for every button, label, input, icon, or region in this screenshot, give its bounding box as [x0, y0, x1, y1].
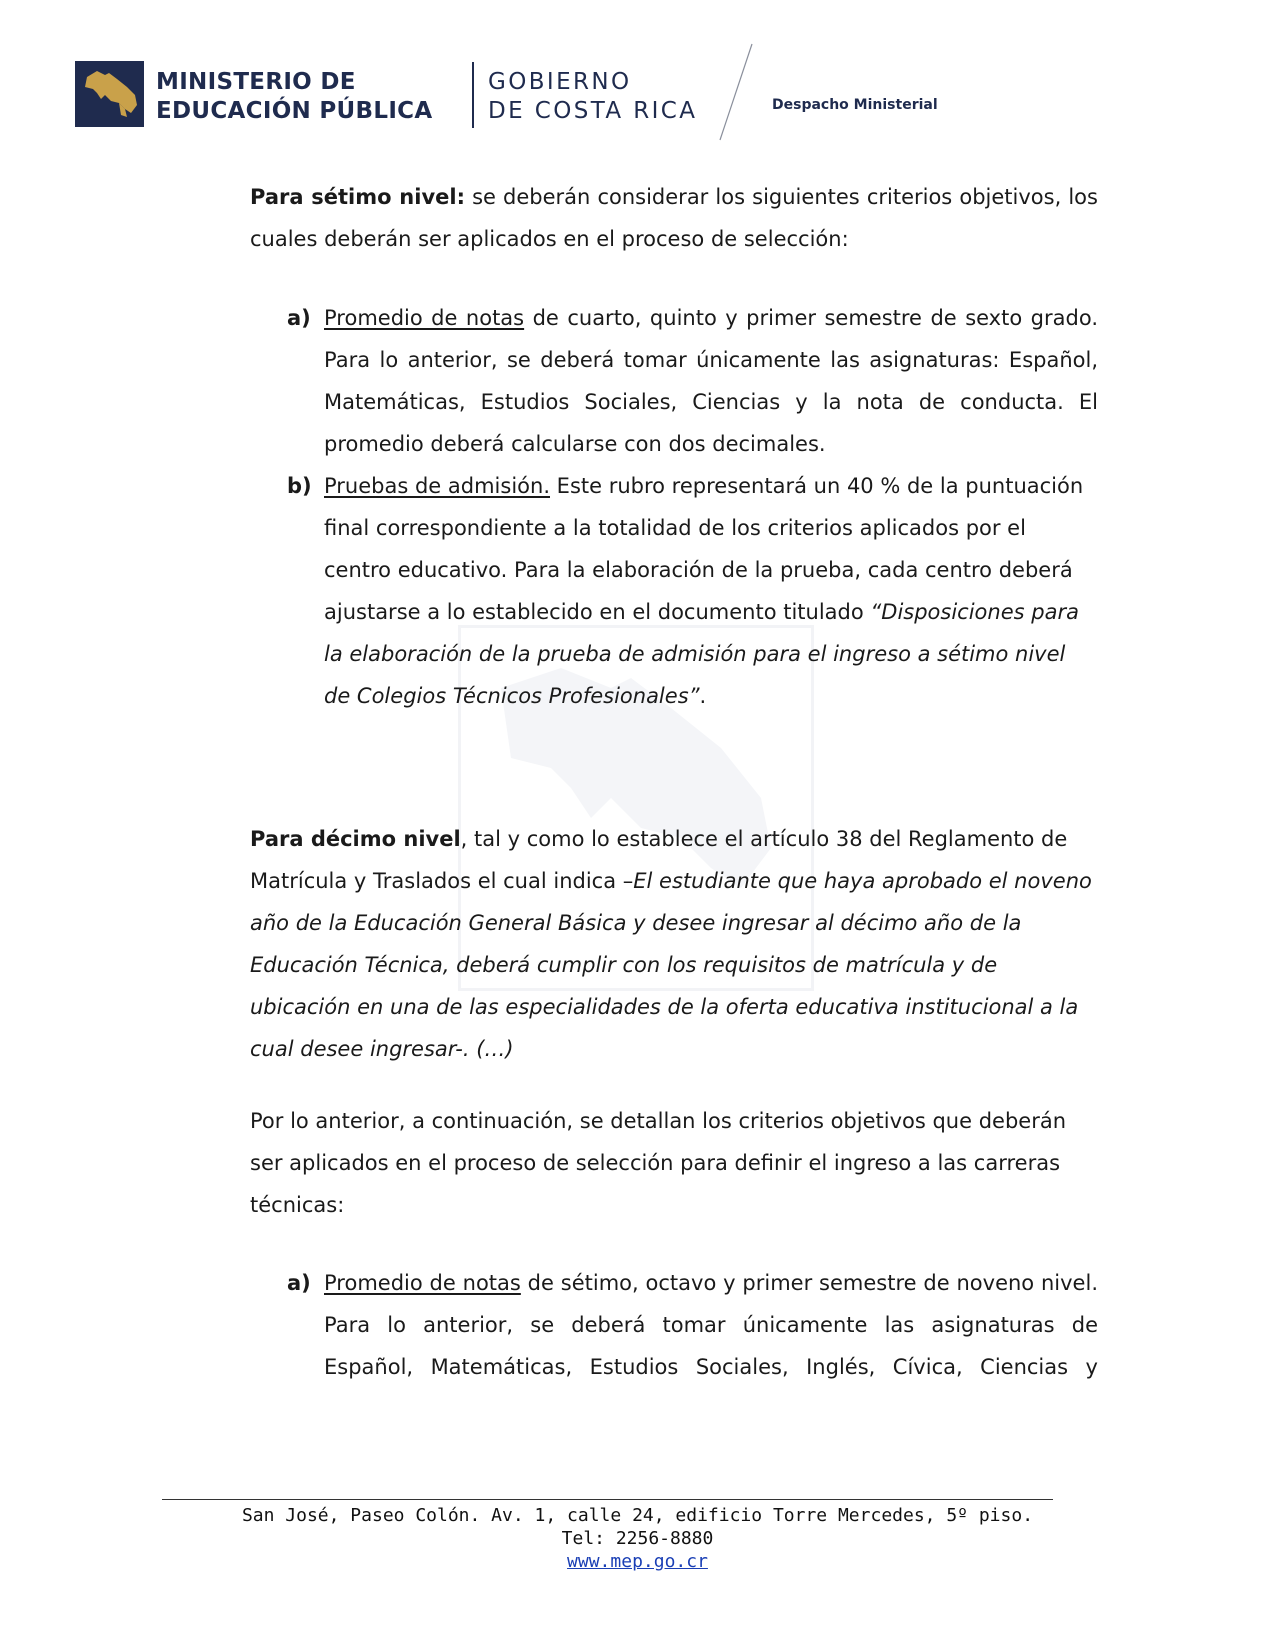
ministry-line2: EDUCACIÓN PÚBLICA [156, 98, 433, 124]
criterion-end: . [699, 684, 707, 708]
septimo-intro-bold: Para sétimo nivel: [250, 185, 465, 209]
criterion-text: de cuarto, quinto y primer semestre de sexto grado. Para lo anterior, se deberá tomar únicamente las asignaturas: Español, Matemáticas, Estudios Sociales, Ciencias y la nota de conducta. El promedio deberá calcularse con dos decimales. [324, 306, 1098, 456]
list-marker: b) [287, 474, 312, 498]
list-marker: a) [287, 1271, 311, 1295]
decimo-quote: El estudiante que haya aprobado el noveno año de la Educación General Básica y desee ingresar al décimo año de la Educación Técnica, deberá cumplir con los requisitos de matrícula y de ubicación en una de las especialidades de la oferta educativa institucional a la cual desee ingresar-. (…) [250, 869, 1092, 1061]
document-title: “Disposiciones para la elaboración de la prueba de admisión para el ingreso a sétimo nivel de Colegios Técnicos Profesionales” [324, 600, 1079, 708]
septimo-intro-text: se deberán considerar los siguientes criterios objetivos, los cuales deberán ser aplicados en el proceso de selección: [250, 185, 1098, 251]
gov-line1: GOBIERNO [488, 69, 632, 95]
footer-phone: Tel: 2256-8880 [561, 1528, 714, 1549]
septimo-criteria-list [250, 297, 1098, 717]
government-name [488, 68, 697, 126]
anterior-paragraph: Por lo anterior, a continuación, se detallan los criterios objetivos que deberán ser aplicados en el proceso de selección para definir el ingreso a las carreras técnicas: [250, 1109, 1067, 1217]
footer-website-wrap [0, 1550, 1275, 1573]
criterion-title: Promedio de notas [324, 1271, 521, 1295]
list-item [250, 297, 1098, 465]
ministry-name [156, 68, 432, 126]
criterion-title: Pruebas de admisión. [324, 474, 550, 498]
costa-rica-map-logo [75, 61, 144, 127]
gov-line2: DE COSTA RICA [488, 98, 698, 124]
decimo-intro-bold: Para décimo nivel [250, 827, 461, 851]
decimo-criteria-list [250, 1262, 1098, 1388]
criterion-title: Promedio de notas [324, 306, 525, 330]
decimo-intro-text: , tal y como lo establece el artículo 38 del Reglamento de Matrícula y Traslados el cual indica – [250, 827, 1068, 893]
header-divider [472, 62, 474, 128]
ministry-line1: MINISTERIO DE [156, 69, 356, 95]
list-item [250, 1262, 1098, 1388]
website-link[interactable]: www.mep.go.cr [567, 1551, 708, 1572]
office-name: Despacho Ministerial [772, 97, 938, 113]
criterion-text: Este rubro representará un 40 % de la puntuación final correspondiente a la totalidad de los criterios aplicados por el centro educativo. Para la elaboración de la prueba, cada centro deberá ajustarse a lo establecido en el documento titulado [324, 474, 1084, 624]
footer-address: San José, Paseo Colón. Av. 1, calle 24, edificio Torre Mercedes, 5º piso. [241, 1505, 1034, 1526]
criterion-text: de sétimo, octavo y primer semestre de noveno nivel. Para lo anterior, se deberá tomar únicamente las asignaturas de Español, Matemáticas, Estudios Sociales, Inglés, Cívica, Ciencias y [324, 1271, 1098, 1379]
septimo-intro [250, 176, 1098, 260]
list-item [250, 465, 1098, 717]
list-marker: a) [287, 306, 311, 330]
slash-divider [718, 42, 754, 142]
footer-rule [162, 1499, 1053, 1500]
decimo-paragraph [250, 818, 1098, 1070]
